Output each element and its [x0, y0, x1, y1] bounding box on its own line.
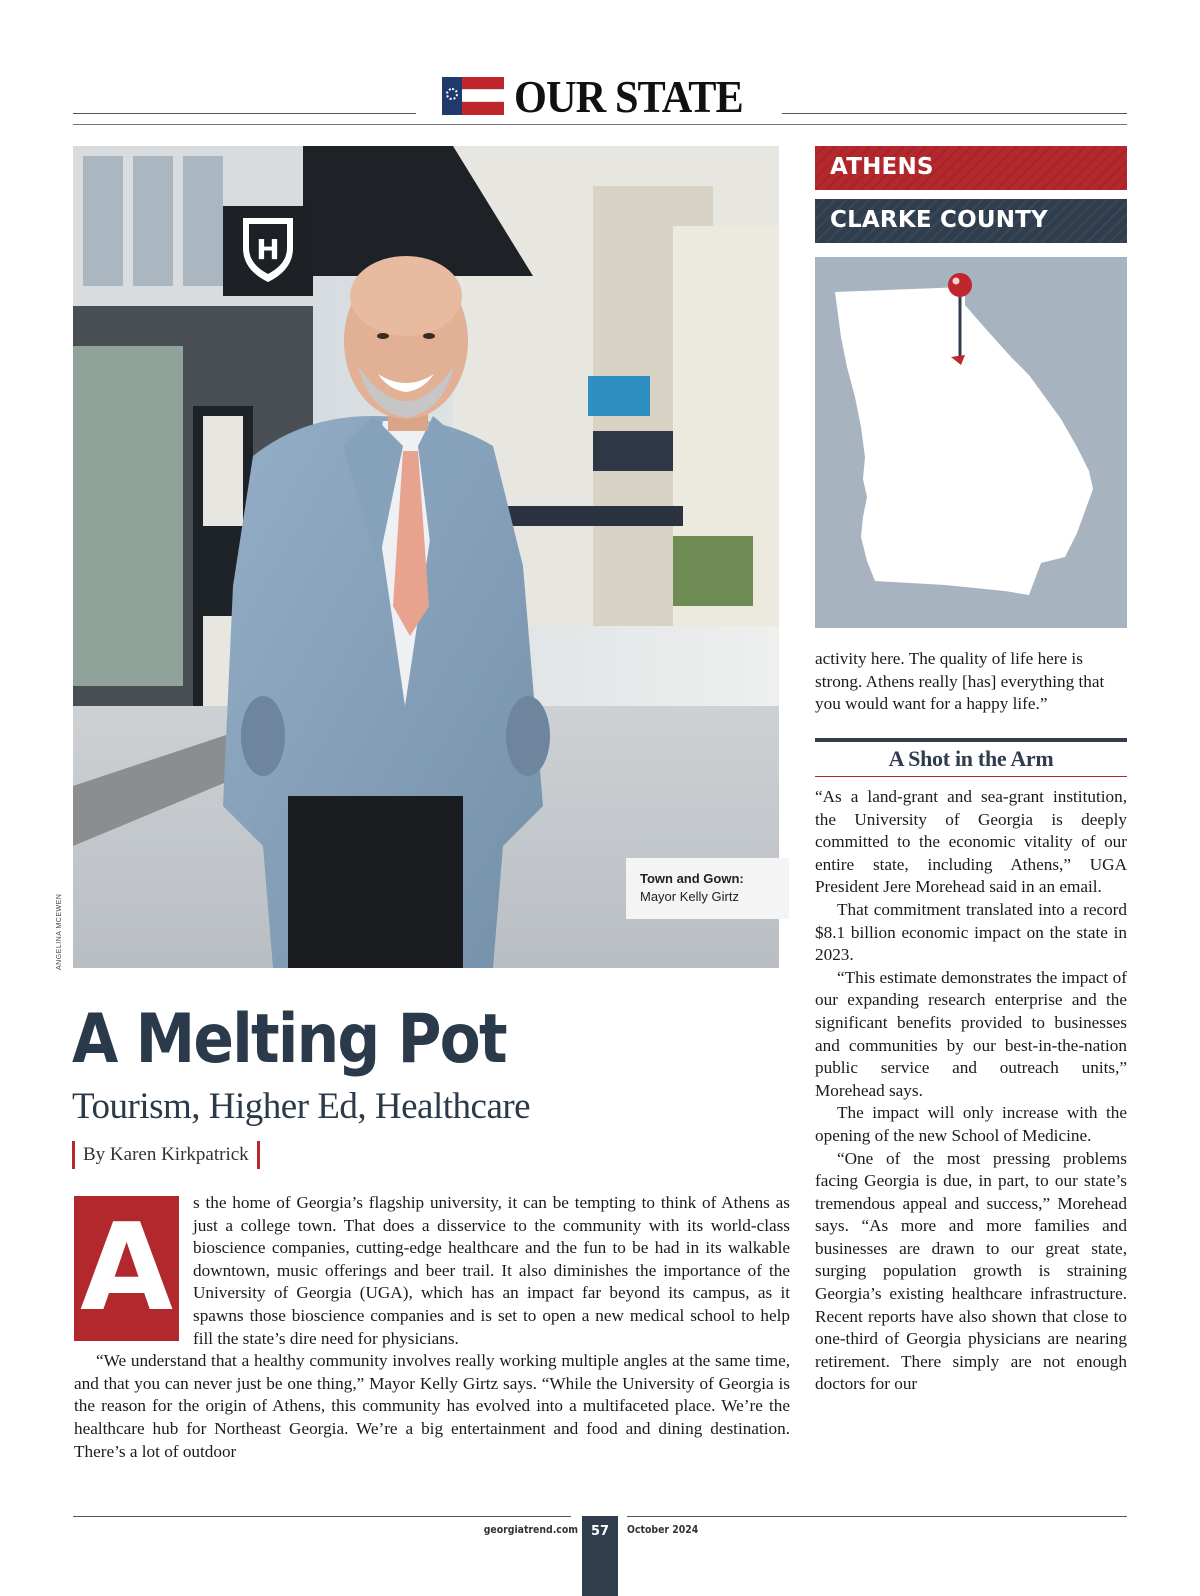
byline-text: By Karen Kirkpatrick: [83, 1144, 249, 1165]
paragraph: That commitment translated into a record $8.1 billion economic impact on the state in 2023.: [815, 899, 1127, 965]
georgia-map: [815, 257, 1127, 628]
byline-bracket-right: [257, 1141, 260, 1169]
drop-cap: [74, 1196, 179, 1341]
georgia-state-shape: [835, 287, 1093, 595]
map-pin-icon: [948, 273, 972, 297]
photo-credit: ANGELINA MCEWEN: [56, 893, 63, 970]
georgia-flag-icon: [442, 77, 504, 115]
header-rule-left: [73, 113, 416, 114]
section-header: [442, 72, 767, 120]
section-heading: A Shot in the Arm: [888, 746, 1054, 771]
header-rule-bottom: [73, 124, 1127, 125]
byline: [72, 1140, 260, 1170]
header-rule-right: [782, 113, 1127, 114]
photo-caption: [626, 858, 789, 919]
storefront-sign-letter: H: [256, 233, 280, 266]
section-rule-top: [815, 738, 1127, 742]
footer-site: georgiatrend.com: [483, 1523, 578, 1536]
paragraph: “As a land-grant and sea-grant institution, the University of Georgia is deeply committed to the economic vitality of our entire state, including Athens,” UGA President Jere Morehead said in an email.: [815, 787, 1127, 897]
caption-title: Town and Gown:: [640, 871, 744, 886]
footer-rule-right: [627, 1516, 1127, 1517]
article-subtitle: Tourism, Higher Ed, Healthcare: [72, 1086, 531, 1127]
footer-rule-left: [73, 1516, 571, 1517]
article-body-right: [815, 786, 1127, 1396]
mayor-photo: [73, 146, 779, 968]
section-title: OUR STATE: [514, 70, 743, 122]
paragraph: “We understand that a healthy community involves really working multiple angles at the same time, and that you can never just be one thing,” Mayor Kelly Girtz says. “While the University of Georgia is the reason for the origin of Athens, this community has evolved into a multifaceted place. We’re the healthcare hub for Northeast Georgia. We’re a big entertainment and food and dining destination. There’s a lot of outdoor: [74, 1351, 790, 1461]
article-body-right-continued: [815, 648, 1127, 716]
city-tag: ATHENS: [815, 146, 1127, 190]
paragraph: The impact will only increase with the opening of the new School of Medicine.: [815, 1103, 1127, 1145]
paragraph: s the home of Georgia’s flagship university, it can be tempting to think of Athens as just a college town. That does a disservice to the community with its world-class bioscience companies, cutting-edge healthcare and the fun to be had in its walkable downtown, music offerings and beer trail. It also diminishes the importance of the University of Georgia (UGA), which has an impact far beyond its campus, as it spawns those bioscience companies and is set to open a new medical school to help fill the state’s dire need for physicians.: [193, 1193, 790, 1348]
article-body-left: [74, 1192, 790, 1463]
article-title: A Melting Pot: [72, 1000, 506, 1079]
page-number: 57: [582, 1516, 618, 1596]
footer-date: October 2024: [627, 1523, 699, 1536]
caption-text: Mayor Kelly Girtz: [640, 889, 739, 904]
paragraph: “One of the most pressing problems facing Georgia is due, in part, to our state’s tremendous appeal and success,” Morehead says. “As more and more families and businesses are drawn to our great state, surging population growth is straining Georgia’s existing healthcare infrastructure. Recent reports have also shown that close to one-third of Georgia physicians are nearing retirement. There simply are not enough doctors for our: [815, 1148, 1127, 1394]
paragraph: activity here. The quality of life here is strong. Athens really [has] everything that you would want for a happy life.”: [815, 649, 1105, 714]
drop-cap-letter: A: [80, 1198, 173, 1338]
paragraph: “This estimate demonstrates the impact of our expanding research enterprise and the significant benefits provided to businesses and communities by our best-in-the-nation public service and outreach units,” Morehead says.: [815, 967, 1127, 1100]
section-rule-bottom: [815, 776, 1127, 777]
county-tag: CLARKE COUNTY: [815, 199, 1127, 243]
